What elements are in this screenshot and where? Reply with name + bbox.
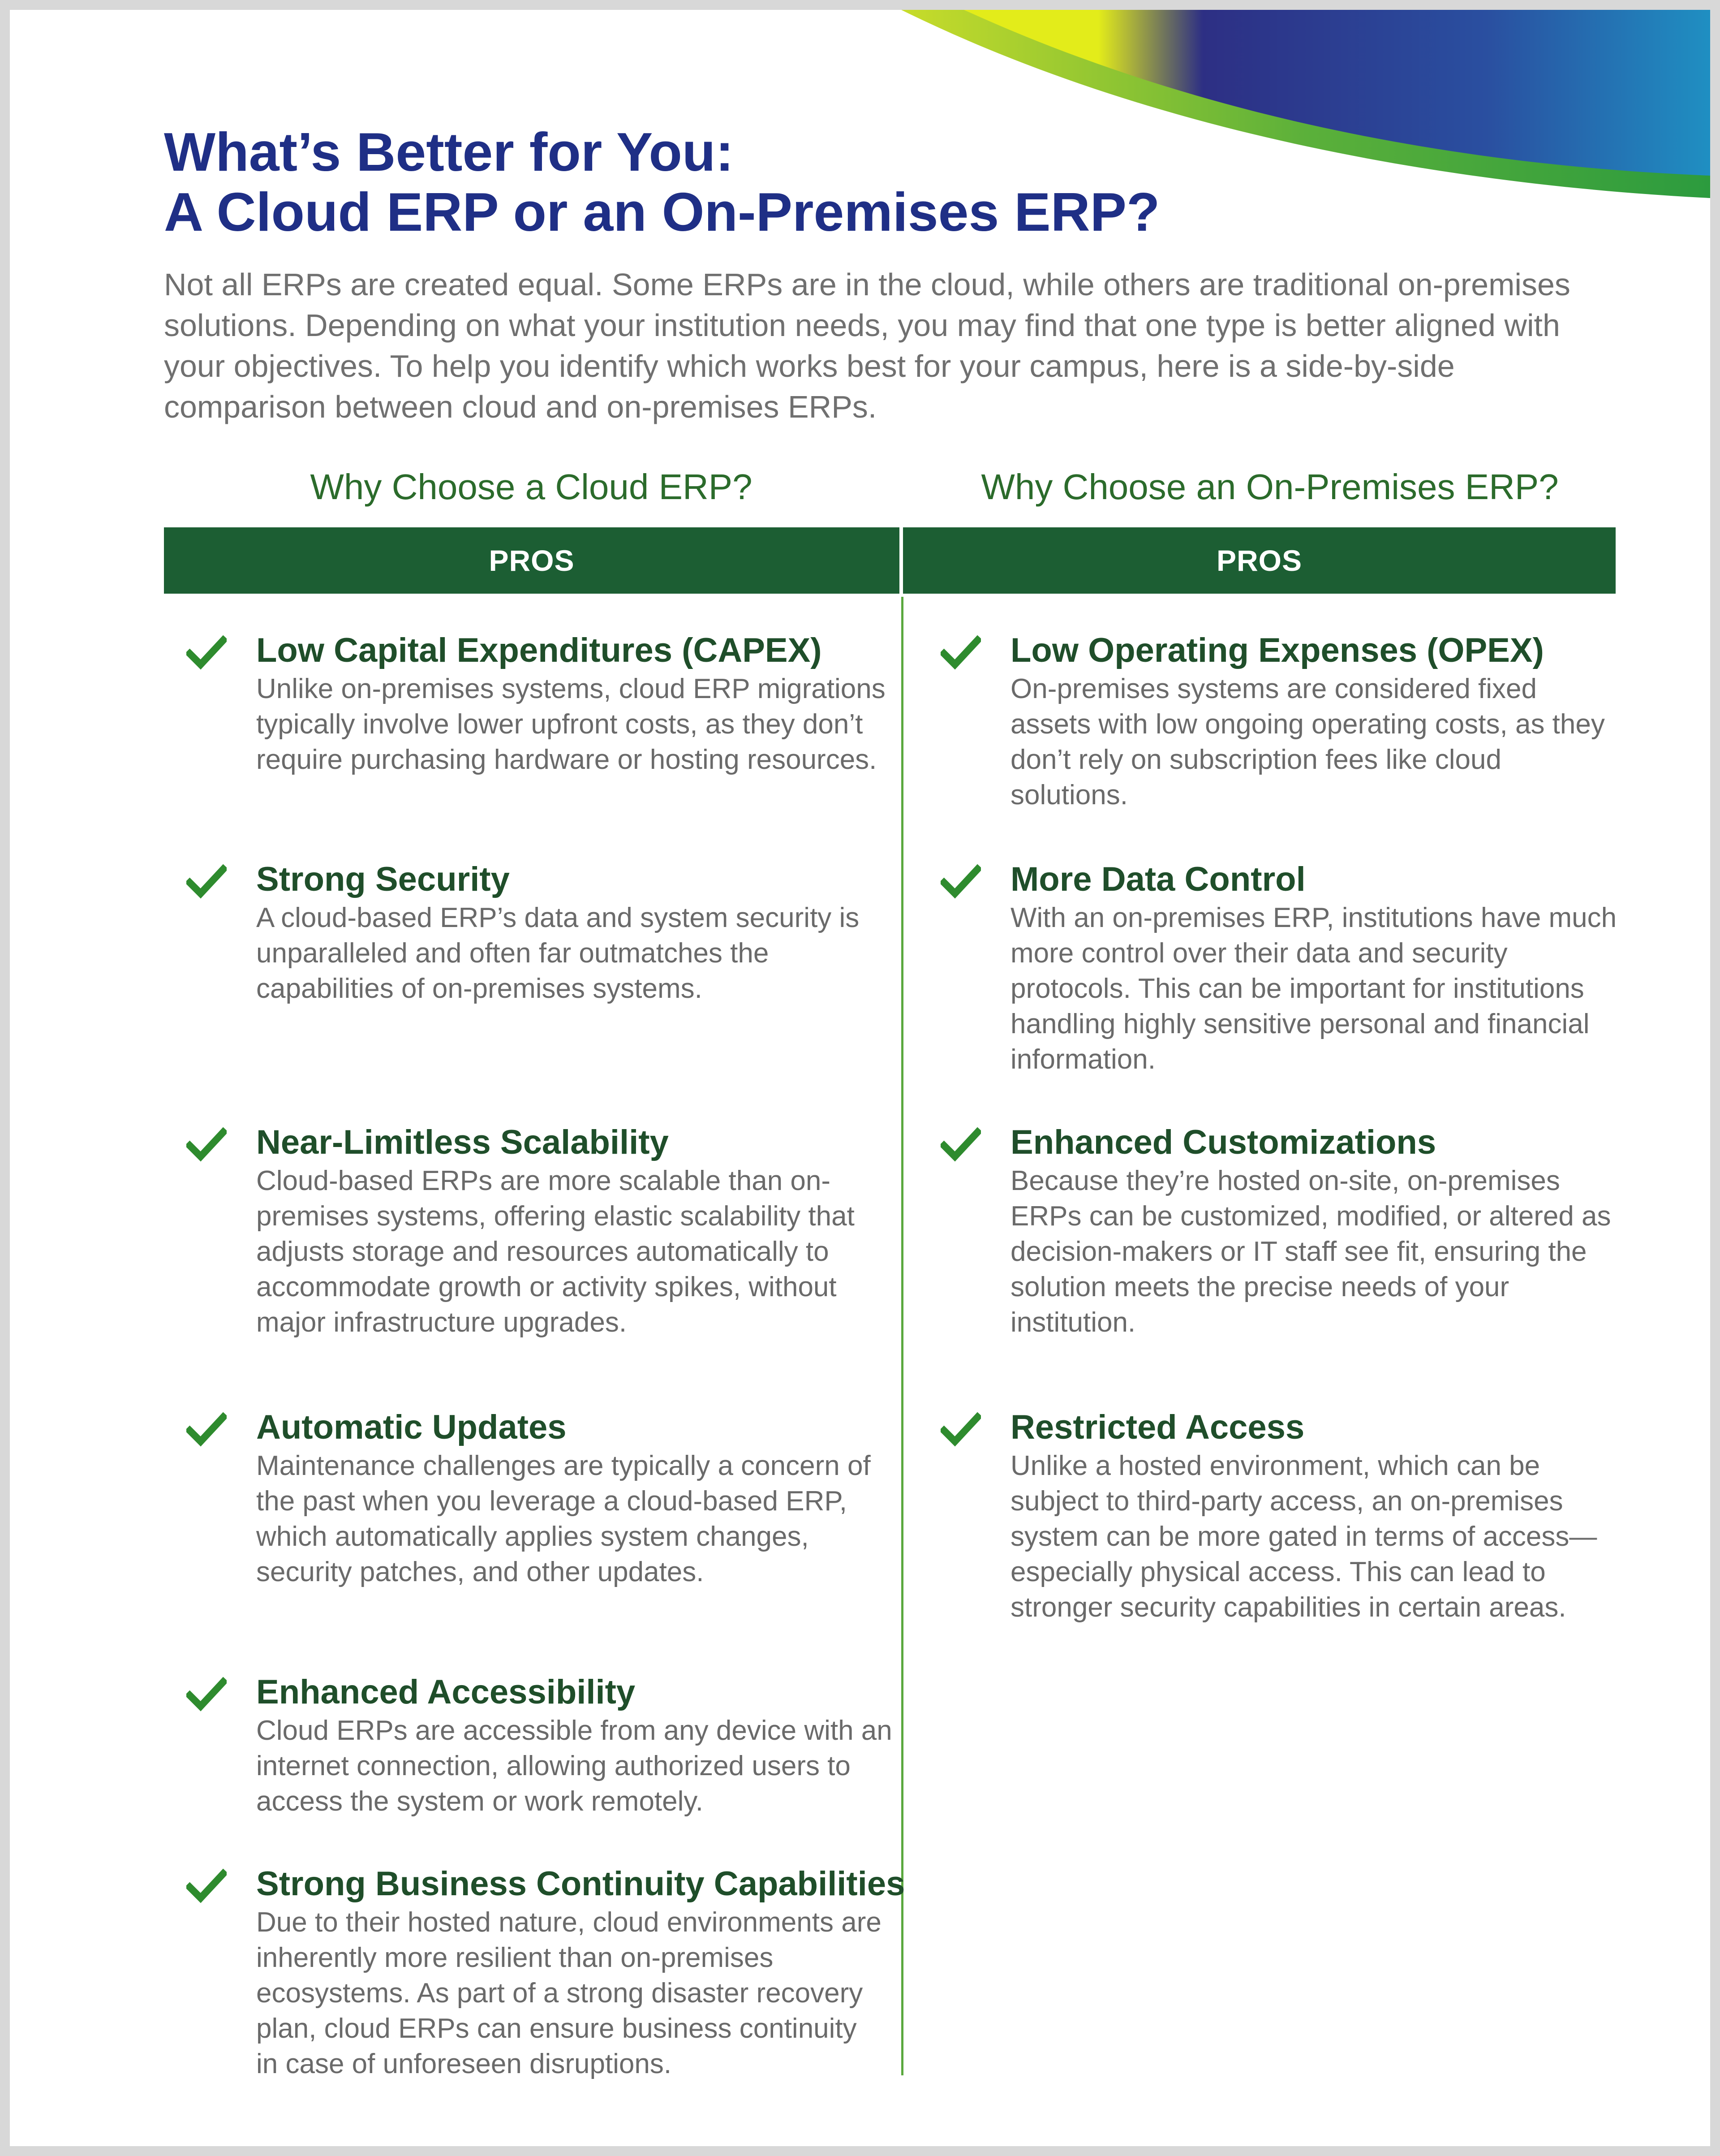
cloud-pros-header: PROS: [164, 527, 899, 594]
page-title: [164, 122, 1463, 242]
cloud-pro-title: Automatic Updates: [256, 1408, 567, 1446]
checkmark-icon: [941, 632, 981, 672]
onprem-pro-description: With an on-premises ERP, institutions have much more control over their data and security protocols. This can be important for institutions handling highly sensitive personal and financial information.: [1010, 902, 1617, 1075]
cloud-pro-description: Unlike on-premises systems, cloud ERP migrations typically involve lower upfront costs, as they don’t require purchasing hardware or hosting resources.: [256, 673, 886, 775]
cloud-pro-description: Due to their hosted nature, cloud environments are inherently more resilient than on-premises ecosystems. As part of a strong disaster recovery plan, cloud ERPs can ensure business continuity in case of unforeseen disruptions.: [256, 1907, 882, 2079]
checkmark-icon: [186, 1124, 227, 1164]
onprem-pro-description: On-premises systems are considered fixed assets with low ongoing operating costs, as they don’t rely on subscription fees like cloud solutions.: [1010, 673, 1605, 811]
intro-paragraph: Not all ERPs are created equal. Some ERPs are in the cloud, while others are traditional on-premises solutions. Depending on what your institution needs, you may find that one type is better aligned with your objectives. To help you identify which works best for your campus, here is a side-by-side comparison between cloud and on-premises ERPs.: [164, 267, 1570, 424]
page-title-line-2: A Cloud ERP or an On-Premises ERP?: [164, 181, 1160, 242]
document-page: [10, 10, 1710, 2146]
onprem-pro-title: More Data Control: [1010, 860, 1306, 898]
checkmark-icon: [186, 632, 227, 672]
checkmark-icon: [186, 1409, 227, 1449]
cloud-pro-title: Low Capital Expenditures (CAPEX): [256, 631, 822, 669]
checkmark-icon: [186, 1865, 227, 1906]
checkmark-icon: [941, 1409, 981, 1449]
onprem-pro-description: Unlike a hosted environment, which can be subject to third-party access, an on-premises system can be more gated in terms of access—especially physical access. This can lead to stronger security capabilities in certain areas.: [1010, 1450, 1597, 1623]
onprem-column-heading: Why Choose an On-Premises ERP?: [981, 467, 1559, 507]
onprem-pro-description: Because they’re hosted on-site, on-premises ERPs can be customized, modified, or altered as decision-makers or IT staff see fit, ensuring the solution meets the precise needs of your institution.: [1010, 1165, 1611, 1338]
cloud-pro-description: Cloud-based ERPs are more scalable than on-premises systems, offering elastic scalability that adjusts storage and resources automatically to accommodate growth or activity spikes, without major infrastructure upgrades.: [256, 1165, 855, 1338]
page-title-line-1: What’s Better for You:: [164, 121, 734, 182]
checkmark-icon: [186, 1673, 227, 1714]
cloud-pro-description: A cloud-based ERP’s data and system security is unparalleled and often far outmatches the capabilities of on-premises systems.: [256, 902, 860, 1004]
onprem-pro-title: Low Operating Expenses (OPEX): [1010, 631, 1544, 669]
cloud-pro-title: Enhanced Accessibility: [256, 1673, 636, 1711]
column-divider: [901, 597, 903, 2075]
cloud-pro-title: Strong Business Continuity Capabilities: [256, 1865, 905, 1903]
cloud-pro-title: Strong Security: [256, 860, 510, 898]
checkmark-icon: [941, 861, 981, 901]
onprem-pros-header: PROS: [903, 527, 1616, 594]
cloud-pro-description: Cloud ERPs are accessible from any device with an internet connection, allowing authorized users to access the system or work remotely.: [256, 1715, 892, 1817]
checkmark-icon: [186, 861, 227, 901]
onprem-pro-title: Enhanced Customizations: [1010, 1123, 1436, 1161]
cloud-pro-title: Near-Limitless Scalability: [256, 1123, 669, 1161]
onprem-pro-title: Restricted Access: [1010, 1408, 1305, 1446]
checkmark-icon: [941, 1124, 981, 1164]
cloud-pro-description: Maintenance challenges are typically a concern of the past when you leverage a cloud-based ERP, which automatically applies system changes, security patches, and other updates.: [256, 1450, 871, 1587]
cloud-column-heading: Why Choose a Cloud ERP?: [310, 467, 752, 507]
